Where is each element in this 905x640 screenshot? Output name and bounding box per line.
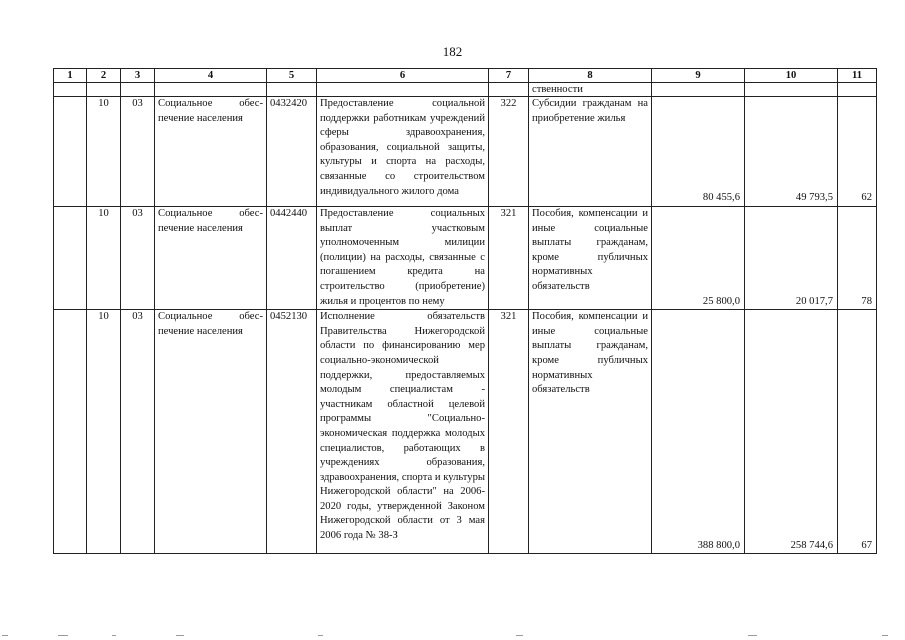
column-header: 2 bbox=[87, 69, 121, 83]
section-code: 10 bbox=[87, 97, 121, 207]
budget-table bbox=[53, 68, 877, 554]
cell bbox=[54, 310, 87, 554]
column-header: 6 bbox=[317, 69, 489, 83]
column-header: 7 bbox=[489, 69, 529, 83]
column-header: 10 bbox=[745, 69, 838, 83]
subsection-name: Социальное обес-печение населения bbox=[155, 97, 267, 207]
column-header: 3 bbox=[121, 69, 155, 83]
cell bbox=[267, 83, 317, 97]
page-number: 182 bbox=[442, 44, 463, 59]
subsection-code: 03 bbox=[121, 310, 155, 554]
cell bbox=[54, 83, 87, 97]
cell bbox=[155, 83, 267, 97]
cell bbox=[317, 83, 489, 97]
execution-percent: 78 bbox=[838, 207, 877, 310]
target-article-name: Исполнение обязательств Правительства Нижегородской области по финансированию мер социально-экономической поддержки, предоставляемых молодым специалистам - участникам областной целевой программы "Социально-экономическая поддержка молодых специалистов, работающих в учреждениях образования, здравоохранения, спорта и культуры Нижегородской области" на 2006-2020 годы, утвержденной Законом Нижегородской области от 3 мая 2006 года № 38-З bbox=[317, 310, 489, 554]
continuation-row bbox=[54, 83, 877, 97]
continued-expense-type: ственности bbox=[529, 83, 652, 97]
scan-edge-dots bbox=[0, 634, 905, 638]
planned-amount: 388 800,0 bbox=[652, 310, 745, 554]
cell bbox=[54, 97, 87, 207]
cell bbox=[87, 83, 121, 97]
table-row bbox=[54, 207, 877, 310]
expense-type-name: Субсидии гражданам на приобретение жилья bbox=[529, 97, 652, 207]
table-row bbox=[54, 310, 877, 554]
expense-type-name: Пособия, компенсации и иные социальные выплаты гражданам, кроме публичных нормативных обязательств bbox=[529, 310, 652, 554]
executed-amount: 20 017,7 bbox=[745, 207, 838, 310]
column-header: 11 bbox=[838, 69, 877, 83]
section-code: 10 bbox=[87, 310, 121, 554]
executed-amount: 49 793,5 bbox=[745, 97, 838, 207]
subsection-name: Социальное обес-печение населения bbox=[155, 310, 267, 554]
planned-amount: 25 800,0 bbox=[652, 207, 745, 310]
target-article-name: Предоставление социальной поддержки работникам учреждений сферы здравоохранения, образования, социальной защиты, культуры и спорта на расходы, связанные со строительством индивидуального жилого дома bbox=[317, 97, 489, 207]
section-code: 10 bbox=[87, 207, 121, 310]
target-article-code: 0452130 bbox=[267, 310, 317, 554]
cell bbox=[745, 83, 838, 97]
planned-amount: 80 455,6 bbox=[652, 97, 745, 207]
header-row bbox=[54, 69, 877, 83]
column-header: 4 bbox=[155, 69, 267, 83]
target-article-code: 0442440 bbox=[267, 207, 317, 310]
executed-amount: 258 744,6 bbox=[745, 310, 838, 554]
cell bbox=[54, 207, 87, 310]
expense-type-name: Пособия, компенсации и иные социальные выплаты гражданам, кроме публичных нормативных обязательств bbox=[529, 207, 652, 310]
subsection-name: Социальное обес-печение населения bbox=[155, 207, 267, 310]
column-header: 8 bbox=[529, 69, 652, 83]
execution-percent: 67 bbox=[838, 310, 877, 554]
subsection-code: 03 bbox=[121, 207, 155, 310]
subsection-code: 03 bbox=[121, 97, 155, 207]
column-header: 1 bbox=[54, 69, 87, 83]
cell bbox=[489, 83, 529, 97]
cell bbox=[652, 83, 745, 97]
column-header: 9 bbox=[652, 69, 745, 83]
execution-percent: 62 bbox=[838, 97, 877, 207]
cell bbox=[838, 83, 877, 97]
expense-type-code: 322 bbox=[489, 97, 529, 207]
column-header: 5 bbox=[267, 69, 317, 83]
expense-type-code: 321 bbox=[489, 310, 529, 554]
expense-type-code: 321 bbox=[489, 207, 529, 310]
cell bbox=[121, 83, 155, 97]
target-article-name: Предоставление социальных выплат участковым уполномоченным милиции (полиции) на расходы, связанные с погашением кредита на строительство (приобретение) жилья и процентов по нему bbox=[317, 207, 489, 310]
table-row bbox=[54, 97, 877, 207]
target-article-code: 0432420 bbox=[267, 97, 317, 207]
